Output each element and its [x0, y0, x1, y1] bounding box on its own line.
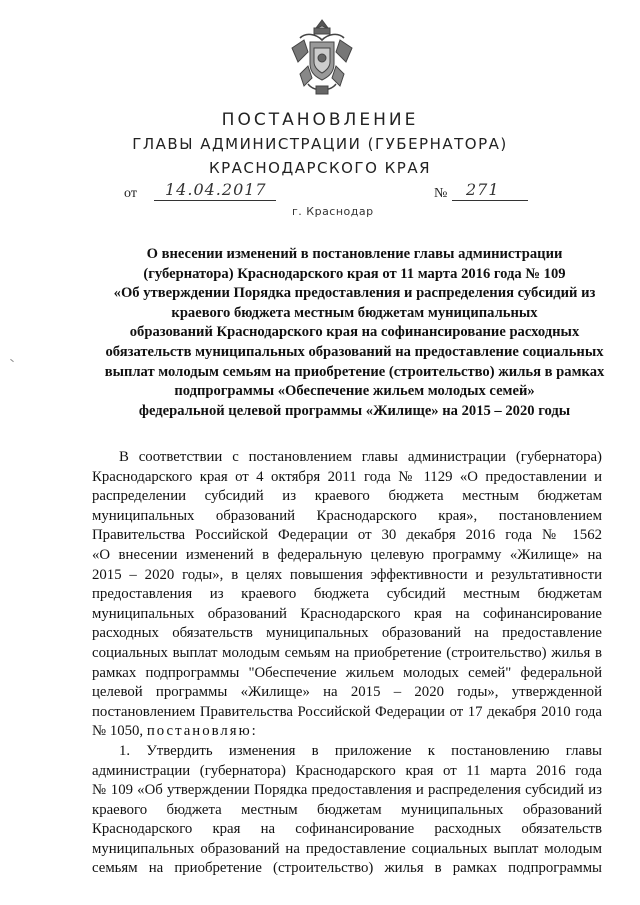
title-line: федеральной целевой программы «Жилище» на 2015 – 2020 годы: [138, 402, 571, 419]
body-line: муниципальных образований на предоставление социальных выплат молодым: [92, 840, 602, 857]
title-line: выплат молодым семьям на приобретение (строительство) жилья в рамках: [104, 363, 605, 380]
body-line: Краснодарского края на софинансирование расходных обязательств: [92, 821, 602, 838]
body-line: 1. Утвердить изменения в приложение к постановлению главы: [119, 742, 602, 759]
number-underline: [452, 200, 528, 201]
body-line: 2015 – 2020 годы», в целях повышения эффективности и результативности: [92, 566, 602, 583]
title-line: О внесении изменений в постановление главы администрации: [146, 246, 563, 262]
body-line: расходных обязательств муниципальных образований на предоставление: [92, 625, 602, 642]
body-line: «О внесении изменений в федеральную целевую программу «Жилище» на: [92, 546, 602, 563]
body-line: постановлением Правительства Российской Федерации от 17 декабря 2010 года: [92, 703, 602, 720]
body-line: рамках подпрограммы "Обеспечение жильем молодых семей" федеральной: [92, 664, 602, 681]
title-line: краевого бюджета местным бюджетам муниципальных: [171, 304, 538, 321]
body-line: социальных выплат молодым семьям на приобретение (строительство) жилья в: [92, 644, 602, 661]
resolve-word: постановляю:: [146, 723, 258, 740]
body-line: муниципальных образований Краснодарского края на софинансирование: [92, 605, 602, 622]
title-line: обязательств муниципальных образований на предоставление социальных: [105, 343, 604, 360]
title-line: «Об утверждении Порядка предоставления и распределения субсидий из: [113, 285, 596, 302]
title-line: образований Краснодарского края на софинансирование расходных: [129, 324, 580, 341]
body-line: распределении субсидий из краевого бюджета местным бюджетам: [92, 488, 602, 505]
date-underline: [154, 200, 276, 201]
body-line: семьям на приобретение (строительство) жилья в рамках подпрограммы: [92, 860, 602, 877]
body-line: В соответствии с постановлением главы администрации (губернатора): [119, 449, 602, 465]
city-label: г. Краснодар: [292, 205, 374, 218]
body-line: Правительства Российской Федерации от 30 декабря 2016 года № 1562: [92, 527, 602, 544]
order-number: № 1050,: [92, 723, 144, 740]
doc-type-heading: ПОСТАНОВЛЕНИЕ: [221, 110, 419, 130]
date-prefix: от: [124, 186, 137, 201]
issuer-heading: ГЛАВЫ АДМИНИСТРАЦИИ (ГУБЕРНАТОРА): [132, 135, 508, 153]
document-title: [92, 245, 617, 421]
coat-of-arms-emblem: [286, 18, 358, 98]
body-line: Краснодарского края от 4 октября 2011 года № 1129 «О предоставлении и: [92, 468, 602, 485]
title-line: (губернатора) Краснодарского края от 11 марта 2016 года № 109: [143, 265, 566, 282]
body-line: краевого бюджета местным бюджетам муниципальных образований: [92, 801, 602, 818]
body-line-resolution: [92, 722, 602, 742]
number-value: 271: [466, 180, 500, 199]
body-line: администрации (губернатора) Краснодарского края от 11 марта 2016 года: [92, 762, 602, 779]
scan-mark: [10, 359, 14, 362]
number-prefix: №: [434, 186, 448, 201]
title-line: подпрограммы «Обеспечение жильем молодых семей»: [174, 383, 535, 400]
region-heading: КРАСНОДАРСКОГО КРАЯ: [208, 159, 432, 177]
body-line: целевой программы «Жилище» на 2015 – 2020 годы», утвержденной: [92, 684, 602, 701]
body-line: предоставления из краевого бюджета субсидий местным бюджетам: [92, 586, 602, 603]
body-line: № 109 «Об утверждении Порядка предоставления и распределения субсидий из: [92, 782, 602, 799]
date-value: 14.04.2017: [165, 180, 267, 199]
body-line: муниципальных образований Краснодарского края», постановлением: [92, 507, 602, 524]
document-body: [92, 448, 602, 879]
